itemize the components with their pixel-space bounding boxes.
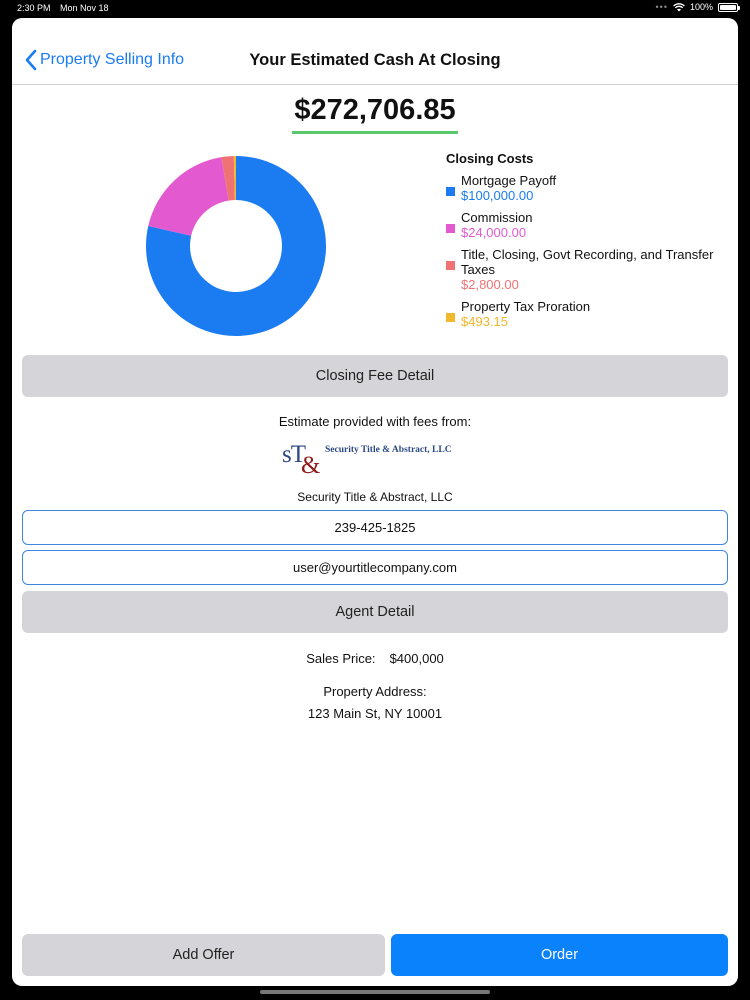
legend-item (446, 173, 731, 204)
legend-value: $493.15 (461, 314, 508, 329)
legend-label: Commission (461, 210, 533, 225)
battery-icon (718, 3, 738, 12)
navigation-bar (12, 18, 738, 85)
legend-swatch (446, 261, 455, 270)
donut-slice (148, 157, 228, 236)
closing-fee-detail-button[interactable]: Closing Fee Detail (22, 355, 728, 397)
total-amount: $272,706.85 (292, 94, 457, 134)
legend-value: $100,000.00 (461, 188, 534, 203)
multitask-dots-icon: ••• (655, 2, 668, 12)
legend-swatch (446, 187, 455, 196)
modal-sheet (12, 18, 738, 986)
page-title: Your Estimated Cash At Closing (249, 51, 501, 69)
add-offer-button[interactable]: Add Offer (22, 934, 385, 976)
legend-label: Property Tax Proration (461, 299, 591, 314)
legend-item (446, 247, 731, 293)
provider-intro: Estimate provided with fees from: (278, 414, 472, 429)
order-button[interactable]: Order (391, 934, 728, 976)
phone-field[interactable]: 239-425-1825 (22, 510, 728, 545)
closing-costs-donut-chart (144, 154, 328, 338)
legend-title: Closing Costs (446, 151, 534, 166)
legend-swatch (446, 224, 455, 233)
wifi-icon (673, 3, 685, 12)
home-indicator (260, 990, 490, 994)
agent-detail-button[interactable]: Agent Detail (22, 591, 728, 633)
closing-costs-legend (446, 151, 731, 336)
legend-value: $24,000.00 (461, 225, 527, 240)
property-address: 123 Main St, NY 10001 (307, 706, 443, 721)
email-field[interactable]: user@yourtitlecompany.com (22, 550, 728, 585)
sales-price-label: Sales Price: (306, 651, 376, 666)
sales-price (12, 651, 738, 666)
estimated-total (12, 94, 738, 134)
back-button-label: Property Selling Info (40, 51, 185, 68)
property-address-label: Property Address: (323, 684, 427, 699)
title-company-logo: sT & Security Title & Abstract, LLC (282, 441, 452, 479)
legend-label: Title, Closing, Govt Recording, and Transfer Taxes (461, 247, 714, 277)
legend-item (446, 299, 731, 330)
legend-swatch (446, 313, 455, 322)
status-bar (0, 0, 750, 16)
status-time: 2:30 PM (17, 3, 51, 13)
status-date: Mon Nov 18 (60, 3, 109, 13)
sales-price-value: $400,000 (389, 651, 444, 666)
legend-item (446, 210, 731, 241)
company-name: Security Title & Abstract, LLC (297, 490, 453, 504)
battery-percent: 100% (689, 2, 713, 12)
legend-label: Mortgage Payoff (461, 173, 557, 188)
status-right (656, 2, 738, 12)
legend-value: $2,800.00 (461, 277, 519, 292)
